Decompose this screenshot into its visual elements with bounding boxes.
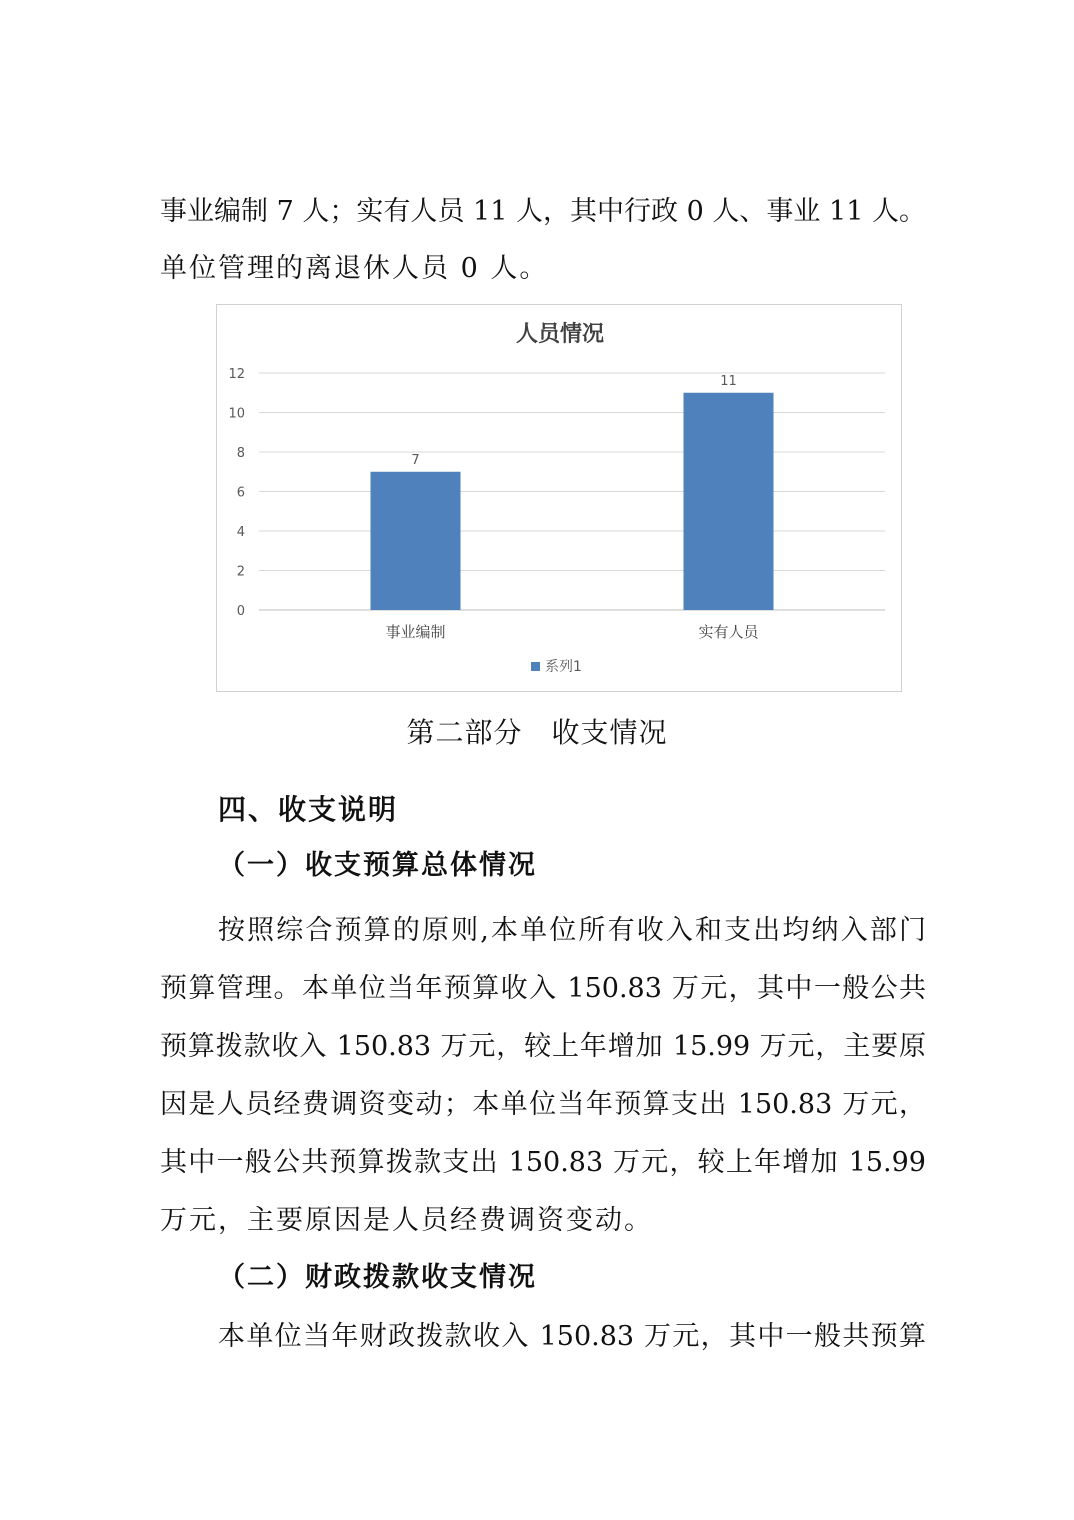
body-text-line: 预算拨款收入 150.83 万元，较上年增加 15.99 万元，主要原 (160, 1031, 926, 1062)
staff-bar-chart (216, 304, 902, 692)
body-text-line: 单位管理的离退休人员 0 人。 (160, 253, 549, 284)
y-tick-label: 0 (236, 604, 245, 619)
part-heading: 第二部分 收支情况 (406, 716, 668, 749)
y-tick-label: 12 (228, 367, 245, 382)
data-label: 11 (720, 373, 737, 389)
legend-swatch (531, 662, 540, 671)
y-tick-label: 8 (236, 446, 245, 461)
x-tick-label: 事业编制 (385, 623, 446, 641)
y-tick-label: 10 (228, 406, 245, 422)
body-text-line: 事业编制 7 人；实有人员 11 人，其中行政 0 人、事业 11 人。 (160, 196, 926, 227)
body-text-line: 按照综合预算的原则,本单位所有收入和支出均纳入部门 (218, 915, 926, 946)
bar (371, 472, 461, 610)
legend-label: 系列1 (545, 659, 582, 675)
body-text-line: 本单位当年财政拨款收入 150.83 万元，其中一般共预算 (218, 1321, 926, 1352)
subsection-heading: （二）财政拨款收支情况 (218, 1262, 537, 1293)
data-label: 7 (411, 452, 420, 468)
section-heading: 四、收支说明 (218, 793, 399, 826)
body-text-line: 因是人员经费调资变动；本单位当年预算支出 150.83 万元， (160, 1089, 926, 1120)
y-tick-label: 2 (236, 564, 245, 580)
y-tick-label: 6 (236, 485, 245, 501)
body-text-line: 其中一般公共预算拨款支出 150.83 万元，较上年增加 15.99 (160, 1147, 926, 1178)
body-text-line: 预算管理。本单位当年预算收入 150.83 万元，其中一般公共 (160, 973, 926, 1004)
x-tick-label: 实有人员 (698, 623, 759, 641)
subsection-heading: （一）收支预算总体情况 (218, 850, 537, 881)
chart-title: 人员情况 (515, 322, 605, 347)
body-text-line: 万元，主要原因是人员经费调资变动。 (160, 1205, 653, 1236)
bar (684, 393, 774, 610)
y-tick-label: 4 (236, 525, 245, 540)
